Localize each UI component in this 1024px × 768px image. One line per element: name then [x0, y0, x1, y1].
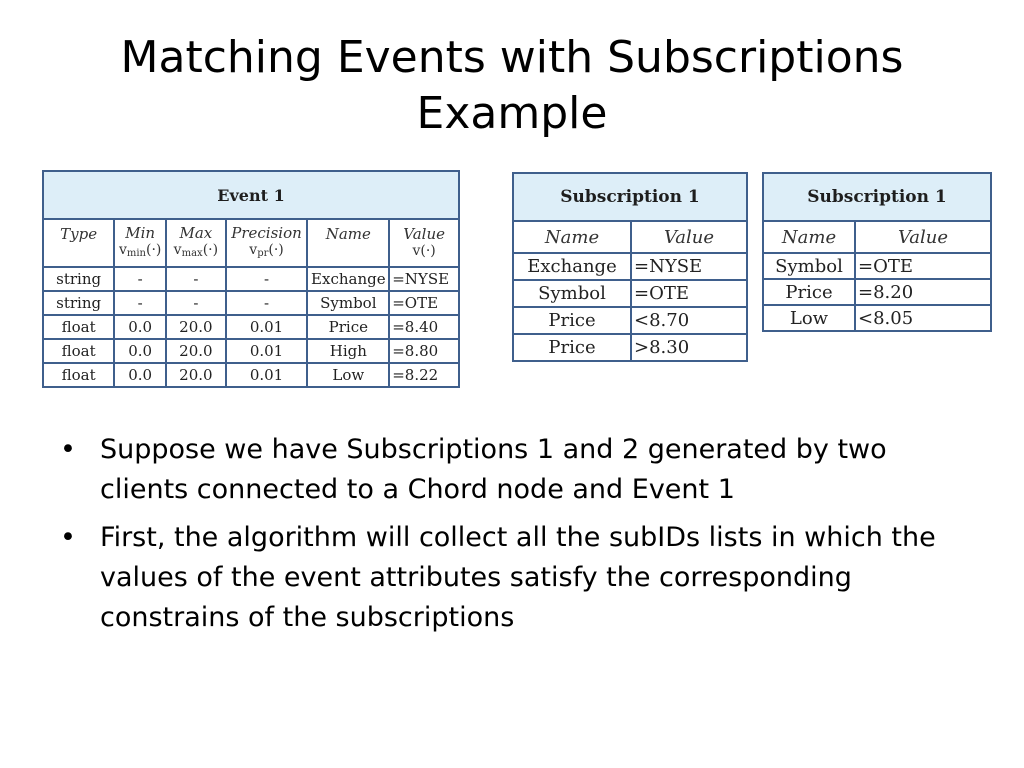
cell-type: float [43, 363, 114, 387]
table-row [763, 279, 991, 305]
table-row [763, 305, 991, 331]
cell-min: 0.0 [114, 339, 166, 363]
subscription-table-caption: Subscription 1 [513, 173, 747, 221]
bullet-marker: • [60, 434, 76, 465]
cell-name: Price [513, 307, 631, 334]
cell-type: string [43, 267, 114, 291]
header-name: Name [763, 221, 855, 253]
cell-precision: - [226, 267, 308, 291]
table-row [513, 307, 747, 334]
header-precision-unit [227, 242, 307, 262]
cell-max: - [166, 291, 226, 315]
header-value: Value [631, 221, 747, 253]
slide-title-line-2: Example [416, 88, 608, 139]
table-row [513, 334, 747, 361]
table-row [43, 339, 459, 363]
list-item [60, 518, 960, 638]
subscription-header-row [513, 221, 747, 253]
header-type-label: Type [60, 225, 98, 243]
max-unit-sub: max [181, 247, 203, 259]
cell-value: =NYSE [631, 253, 747, 280]
cell-max: 20.0 [166, 315, 226, 339]
cell-value: =8.80 [389, 339, 459, 363]
header-value-label: Value [403, 225, 445, 243]
table-row [513, 280, 747, 307]
cell-value: =OTE [389, 291, 459, 315]
cell-name: Price [307, 315, 389, 339]
cell-value: =OTE [855, 253, 991, 279]
cell-value: =8.20 [855, 279, 991, 305]
max-unit-v: v [173, 241, 182, 258]
header-name [307, 219, 389, 267]
header-type [43, 219, 114, 267]
header-value [389, 219, 459, 267]
header-value-unit: v(·) [412, 243, 436, 259]
cell-max: - [166, 267, 226, 291]
cell-precision: - [226, 291, 308, 315]
cell-value: <8.70 [631, 307, 747, 334]
cell-name: Price [763, 279, 855, 305]
min-unit-v: v [118, 241, 127, 258]
cell-max: 20.0 [166, 339, 226, 363]
event-table [42, 170, 460, 388]
table-row [513, 253, 747, 280]
precision-unit-v: v [249, 241, 258, 258]
cell-min: 0.0 [114, 315, 166, 339]
list-item [60, 430, 960, 510]
cell-value: =NYSE [389, 267, 459, 291]
cell-name: High [307, 339, 389, 363]
cell-type: string [43, 291, 114, 315]
cell-name: Low [307, 363, 389, 387]
table-row [43, 315, 459, 339]
subscription-table-a [512, 172, 748, 362]
cell-type: float [43, 339, 114, 363]
cell-name: Exchange [513, 253, 631, 280]
header-precision [226, 219, 308, 267]
cell-max: 20.0 [166, 363, 226, 387]
slide-title-line-1: Matching Events with Subscriptions [120, 32, 904, 83]
cell-value: =8.22 [389, 363, 459, 387]
header-name: Name [513, 221, 631, 253]
header-value: Value [855, 221, 991, 253]
bullet-text: Suppose we have Subscriptions 1 and 2 generated by two clients connected to a Chord node and Event 1 [100, 434, 887, 505]
header-max-unit [167, 242, 225, 262]
precision-unit-sub: pr [257, 247, 269, 259]
cell-min: - [114, 291, 166, 315]
cell-name: Symbol [513, 280, 631, 307]
table-row [43, 363, 459, 387]
subscription-header-row [763, 221, 991, 253]
cell-precision: 0.01 [226, 339, 308, 363]
subscription-table-caption: Subscription 1 [763, 173, 991, 221]
cell-precision: 0.01 [226, 315, 308, 339]
header-min-label: Min [125, 223, 156, 242]
table-row [763, 253, 991, 279]
cell-value: =OTE [631, 280, 747, 307]
cell-min: 0.0 [114, 363, 166, 387]
subscription-table-b [762, 172, 992, 332]
event-table-caption: Event 1 [43, 171, 459, 219]
cell-name: Symbol [307, 291, 389, 315]
cell-min: - [114, 267, 166, 291]
header-max-label: Max [179, 223, 213, 242]
cell-precision: 0.01 [226, 363, 308, 387]
header-name-unit [308, 243, 388, 260]
slide-title [0, 30, 1024, 142]
bullet-list [60, 430, 960, 646]
event-table-header-row [43, 219, 459, 267]
cell-value: =8.40 [389, 315, 459, 339]
cell-value: >8.30 [631, 334, 747, 361]
header-type-unit [44, 243, 113, 260]
cell-name: Low [763, 305, 855, 331]
header-precision-label: Precision [231, 223, 302, 242]
header-name-label: Name [325, 225, 371, 243]
header-min-unit [115, 242, 165, 262]
precision-unit-arg: (·) [268, 241, 284, 258]
max-unit-arg: (·) [202, 241, 219, 258]
cell-type: float [43, 315, 114, 339]
cell-name: Exchange [307, 267, 389, 291]
cell-value: <8.05 [855, 305, 991, 331]
table-row [43, 267, 459, 291]
header-min [114, 219, 166, 267]
bullet-text: First, the algorithm will collect all the subIDs lists in which the values of the event attributes satisfy the corresponding constrains of the subscriptions [100, 522, 936, 633]
cell-name: Symbol [763, 253, 855, 279]
header-max [166, 219, 226, 267]
cell-name: Price [513, 334, 631, 361]
table-row [43, 291, 459, 315]
bullet-marker: • [60, 522, 76, 553]
min-unit-sub: min [126, 247, 146, 259]
min-unit-arg: (·) [146, 241, 162, 258]
